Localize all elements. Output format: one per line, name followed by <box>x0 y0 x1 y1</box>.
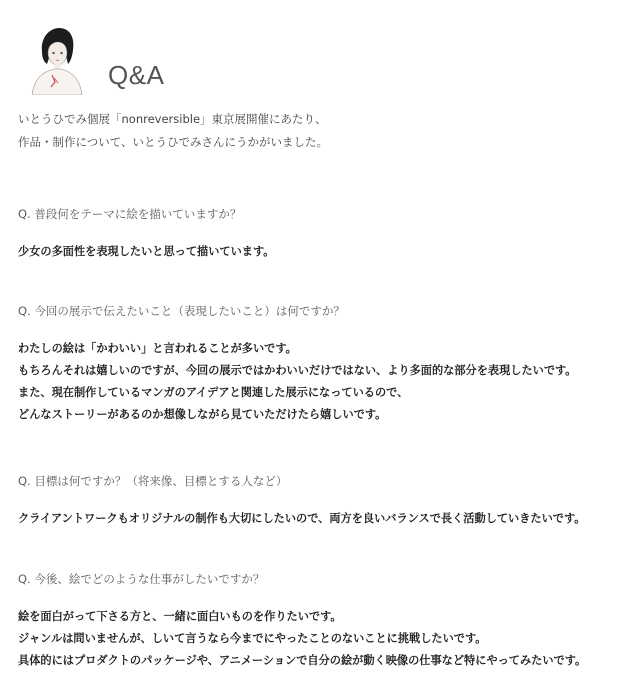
artist-portrait-illustration <box>18 22 93 95</box>
question-text: Q. 今回の展示で伝えたいこと（表現したいこと）は何ですか？ <box>18 304 345 318</box>
answer-line: また、現在制作しているマンガのアイデアと関連した展示になっているので、 <box>18 386 409 399</box>
answer-text <box>18 338 618 426</box>
portrait-drawing <box>18 22 93 95</box>
answer-line: わたしの絵は「かわいい」と言われることが多いです。 <box>18 342 297 355</box>
answer-line: 絵を面白がって下さる方と、一緒に面白いものを作りたいです。 <box>18 610 342 623</box>
question-text: Q. 普段何をテーマに絵を描いていますか？ <box>18 207 242 221</box>
question-text: Q. 今後、絵でどのような仕事がしたいですか？ <box>18 572 265 586</box>
answer-line: どんなストーリーがあるのか想像しながら見ていただけたら嬉しいです。 <box>18 408 387 421</box>
qa-item-2 <box>18 302 618 426</box>
qa-item-4 <box>18 570 618 672</box>
intro-line: 作品・制作について、いとうひでみさんにうかがいました。 <box>18 135 329 149</box>
qa-item-3 <box>18 472 618 530</box>
answer-line: 具体的にはプロダクトのパッケージや、アニメーションで自分の絵が動く映像の仕事など特にやってみたいです。 <box>18 654 587 667</box>
page-header <box>18 22 164 95</box>
answer-line: ジャンルは問いませんが、しいて言うなら今までにやったことのないことに挑戦したいです。 <box>18 632 487 645</box>
answer-text <box>18 241 618 263</box>
answer-text <box>18 508 618 530</box>
page-title: Q&A <box>108 60 165 90</box>
answer-line: 少女の多面性を表現したいと思って描いています。 <box>18 245 275 258</box>
intro-text <box>18 108 328 154</box>
answer-line: もちろんそれは嬉しいのですが、今回の展示ではかわいいだけではない、より多面的な部分を表現したいです。 <box>18 364 577 377</box>
answer-line: クライアントワークもオリジナルの制作も大切にしたいので、両方を良いバランスで長く活動していきたいです。 <box>18 512 586 525</box>
question-text: Q. 目標は何ですか？（将来像、目標とする人など） <box>18 474 288 488</box>
intro-line: いとうひでみ個展「nonreversible」東京展開催にあたり、 <box>18 112 327 126</box>
qa-item-1 <box>18 205 618 263</box>
answer-text <box>18 606 618 672</box>
